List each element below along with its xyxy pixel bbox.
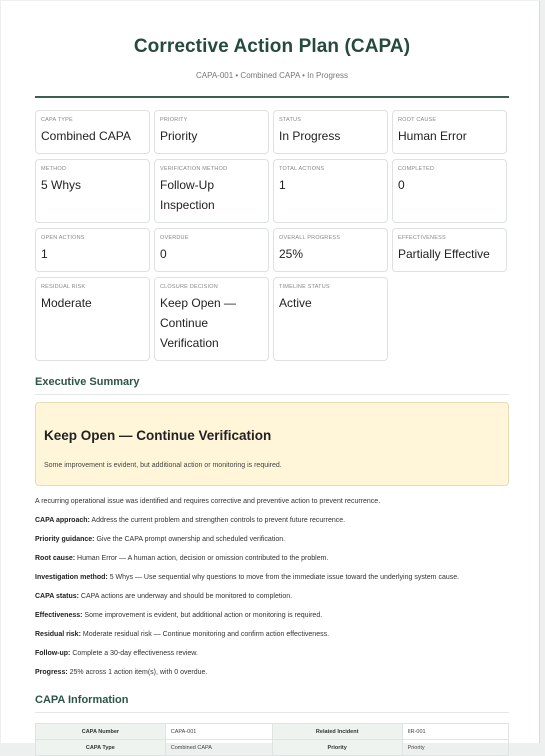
card-label: CAPA TYPE <box>41 117 73 123</box>
card-label: COMPLETED <box>398 166 435 172</box>
card-label: RESIDUAL RISK <box>41 284 86 290</box>
summary-item-text: CAPA actions are underway and should be monitored to completion. <box>80 593 293 600</box>
summary-item-text: Some improvement is evident, but additional action or monitoring is required. <box>84 612 323 619</box>
callout-title: Keep Open — Continue Verification <box>44 428 272 443</box>
card-total-actions <box>273 159 388 223</box>
card-value: Active <box>279 296 312 310</box>
summary-item-text: Moderate residual risk — Continue monitoring and confirm action effectiveness. <box>82 631 330 638</box>
table-key: Related Incident <box>272 724 402 740</box>
summary-item <box>35 606 509 625</box>
summary-item-key: Residual risk: <box>35 631 81 638</box>
capa-information-heading: CAPA Information <box>35 694 509 713</box>
card-overdue <box>154 228 269 272</box>
report-content <box>35 1 509 756</box>
summary-item-text: Human Error — A human action, decision or omission contributed to the problem. <box>77 555 329 562</box>
page-subtitle: CAPA-001 • Combined CAPA • In Progress <box>195 71 349 80</box>
summary-item <box>35 549 509 568</box>
summary-item-key: Root cause: <box>35 555 76 562</box>
table-key: CAPA Number <box>36 724 166 740</box>
table-key: CAPA Type <box>36 740 166 756</box>
closure-callout <box>35 402 509 486</box>
card-value: 25% <box>279 247 304 261</box>
card-value: Human Error <box>398 129 467 143</box>
table-value: Combined CAPA <box>165 740 272 756</box>
card-value: Partially Effective <box>398 247 490 261</box>
callout-text: Some improvement is evident, but additional action or monitoring is required. <box>44 462 282 469</box>
summary-item-key: Investigation method: <box>35 574 108 581</box>
card-label: VERIFICATION METHOD <box>160 166 228 172</box>
summary-item <box>35 530 509 549</box>
card-value: Follow-Up Inspection <box>160 178 215 212</box>
card-capa-type <box>35 110 150 154</box>
card-open-actions <box>35 228 150 272</box>
table-value: CAPA-001 <box>165 724 272 740</box>
header-divider <box>35 96 509 98</box>
card-value: Combined CAPA <box>41 129 131 143</box>
card-label: TIMELINE STATUS <box>279 284 330 290</box>
card-label: PRIORITY <box>160 117 188 123</box>
card-completed <box>392 159 507 223</box>
card-value: 1 <box>279 178 286 192</box>
card-value: 1 <box>41 247 48 261</box>
summary-intro: A recurring operational issue was identified and requires corrective and preventive action to prevent recurrence. <box>35 498 381 505</box>
summary-item-key: Follow-up: <box>35 650 71 657</box>
card-label: OVERDUE <box>160 235 189 241</box>
summary-item-key: CAPA approach: <box>35 517 90 524</box>
card-value: In Progress <box>279 129 341 143</box>
summary-item <box>35 511 509 530</box>
summary-item-text: Complete a 30-day effectiveness review. <box>72 650 198 657</box>
summary-item <box>35 625 509 644</box>
card-value: 0 <box>160 247 167 261</box>
summary-item-text: 25% across 1 action item(s), with 0 overdue. <box>69 669 208 676</box>
table-value: IIR-001 <box>402 724 508 740</box>
card-value: Keep Open — Continue Verification <box>160 296 237 350</box>
summary-item-text: Give the CAPA prompt ownership and scheduled verification. <box>96 536 286 543</box>
card-effectiveness <box>392 228 507 272</box>
table-key: Priority <box>272 740 402 756</box>
card-label: OVERALL PROGRESS <box>279 235 341 241</box>
card-value: 0 <box>398 178 405 192</box>
summary-item-key: Priority guidance: <box>35 536 95 543</box>
card-label: TOTAL ACTIONS <box>279 166 325 172</box>
card-label: STATUS <box>279 117 302 123</box>
card-timeline-status <box>273 277 388 361</box>
summary-item-text: 5 Whys — Use sequential why questions to move from the immediate issue toward the underlying system cause. <box>109 574 460 581</box>
table-row <box>36 740 509 756</box>
card-label: METHOD <box>41 166 67 172</box>
table-row <box>36 724 509 740</box>
card-value: 5 Whys <box>41 178 82 192</box>
summary-item <box>35 587 509 606</box>
summary-item <box>35 644 509 663</box>
summary-item <box>35 663 509 682</box>
summary-item-key: Effectiveness: <box>35 612 83 619</box>
capa-information-table <box>35 723 509 756</box>
card-label: OPEN ACTIONS <box>41 235 85 241</box>
card-closure-decision <box>154 277 269 361</box>
card-label: EFFECTIVENESS <box>398 235 446 241</box>
card-root-cause <box>392 110 507 154</box>
summary-item-text: Address the current problem and strengthen controls to prevent future recurrence. <box>91 517 346 524</box>
card-label: ROOT CAUSE <box>398 117 437 123</box>
card-method <box>35 159 150 223</box>
table-value: Priority <box>402 740 508 756</box>
report-page <box>1 1 540 751</box>
page-title: Corrective Action Plan (CAPA) <box>133 36 411 57</box>
card-overall-progress <box>273 228 388 272</box>
card-value: Moderate <box>41 296 92 310</box>
card-verification-method <box>154 159 269 223</box>
summary-cards-grid <box>35 110 509 361</box>
summary-item-key: CAPA status: <box>35 593 79 600</box>
card-label: CLOSURE DECISION <box>160 284 218 290</box>
card-residual-risk <box>35 277 150 361</box>
card-priority <box>154 110 269 154</box>
card-value: Priority <box>160 129 198 143</box>
summary-paragraphs <box>35 492 509 682</box>
card-status <box>273 110 388 154</box>
executive-summary-heading: Executive Summary <box>35 376 509 395</box>
summary-item <box>35 568 509 587</box>
summary-item-key: Progress: <box>35 669 68 676</box>
